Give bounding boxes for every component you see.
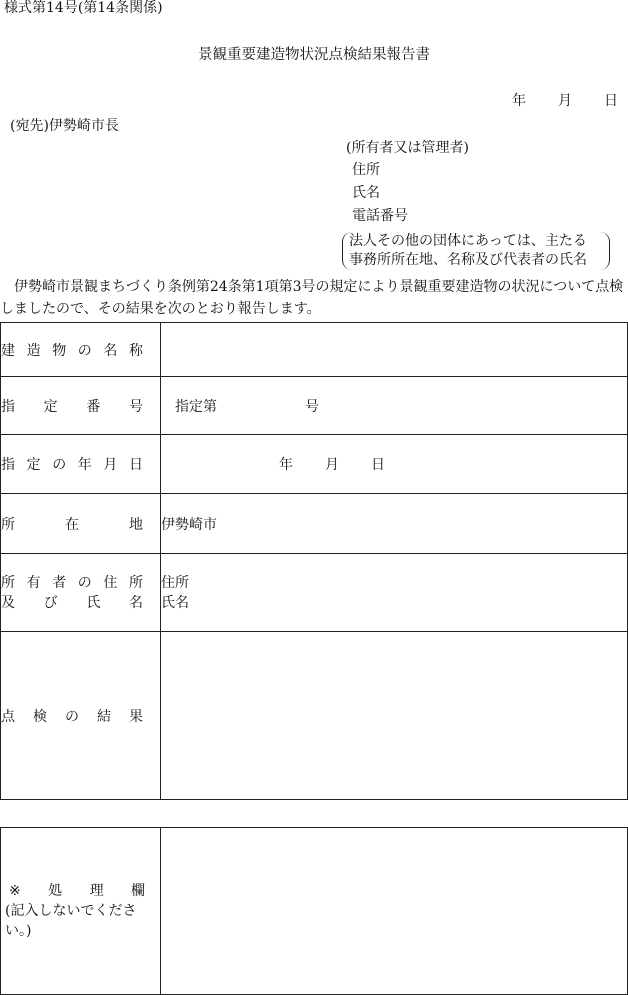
label-text [1, 396, 143, 416]
label-location [1, 494, 161, 554]
label-char: 名 [128, 594, 143, 611]
designation-date-field[interactable] [161, 435, 628, 494]
designation-number-field[interactable] [161, 377, 628, 435]
location-value: 伊勢崎市 [161, 516, 217, 533]
inspection-result-field[interactable] [161, 632, 628, 800]
processing-table [0, 827, 628, 995]
owner-heading: (所有者又は管理者) [346, 140, 469, 156]
label-char: 所 [1, 574, 15, 591]
form-number: 様式第14号(第14条関係) [4, 0, 163, 16]
label-char: 点 [1, 708, 15, 725]
owner-address-label: 住所 [352, 162, 380, 178]
label-char: 指 [1, 398, 15, 415]
label-text [1, 514, 143, 534]
label-char: 在 [65, 516, 79, 533]
location-field[interactable] [161, 494, 628, 554]
row-building-name [1, 323, 628, 377]
label-char: の [52, 457, 67, 473]
row-designation-date [1, 435, 628, 494]
label-char: 指 [1, 457, 15, 473]
label-char: 物 [52, 342, 67, 359]
label-designation-date [1, 435, 161, 494]
label-inspection-result [1, 632, 161, 800]
designation-prefix: 指定第 [175, 398, 217, 415]
date-year: 年 [512, 93, 526, 109]
corporation-note-line1: 法人その他の団体にあっては、主たる [349, 233, 587, 249]
label-char: 年 [77, 457, 92, 473]
label-processing [1, 828, 161, 995]
building-name-field[interactable] [161, 323, 628, 377]
label-char: 及 [1, 594, 15, 611]
addressee: (宛先)伊勢崎市長 [10, 118, 119, 134]
label-char: 欄 [131, 883, 145, 899]
label-char: ※ [9, 883, 21, 899]
corporation-note [342, 232, 610, 270]
label-char: び [43, 594, 58, 611]
label-text [1, 593, 143, 613]
row-inspection-result [1, 632, 628, 800]
label-char: 果 [129, 708, 143, 725]
label-char: 有 [26, 574, 41, 591]
label-char: 理 [89, 883, 104, 899]
designation-date-day: 日 [371, 457, 385, 473]
owner-name-value: 氏名 [161, 594, 189, 611]
label-text [1, 340, 143, 360]
label-char: 番 [86, 398, 101, 415]
label-char: 建 [1, 342, 15, 359]
label-char: 所 [1, 516, 15, 533]
label-char: 造 [26, 342, 41, 359]
label-char: 定 [26, 457, 41, 473]
label-char: 地 [129, 516, 143, 533]
document-title: 景観重要建造物状況点検結果報告書 [198, 47, 430, 63]
designation-date-year: 年 [279, 457, 293, 473]
processing-note: (記入しないでください。) [5, 903, 137, 939]
owner-phone-label: 電話番号 [352, 208, 408, 224]
label-char: 処 [48, 883, 63, 899]
processing-field [161, 828, 628, 995]
label-char: 者 [52, 574, 67, 591]
label-text [1, 454, 143, 474]
label-char: 検 [33, 708, 47, 725]
row-designation-number [1, 377, 628, 435]
corporation-note-line2: 事務所所在地、名称及び代表者の氏名 [349, 252, 587, 268]
designation-date-month: 月 [325, 457, 339, 473]
label-owner [1, 554, 161, 632]
row-location [1, 494, 628, 554]
label-text [1, 706, 143, 726]
label-building-name [1, 323, 161, 377]
row-owner [1, 554, 628, 632]
label-designation-number [1, 377, 161, 435]
row-processing [1, 828, 628, 995]
label-char: の [77, 574, 92, 591]
label-char: 所 [128, 574, 143, 591]
label-char: の [77, 342, 92, 359]
intro-text: 伊勢崎市景観まちづくり条例第24条第1項第3号の規定により景観重要建造物の状況について点検しましたので、その結果を次のとおり報告します。 [0, 279, 624, 317]
label-char: 月 [103, 457, 118, 473]
inspection-table [0, 322, 628, 800]
label-char: 称 [128, 342, 143, 359]
owner-name-label: 氏名 [352, 185, 380, 201]
label-char: 結 [97, 708, 111, 725]
label-text [9, 881, 145, 901]
label-char: 定 [43, 398, 58, 415]
designation-suffix: 号 [305, 398, 319, 415]
label-char: の [65, 708, 79, 725]
label-char: 氏 [86, 594, 101, 611]
date-month: 月 [558, 93, 572, 109]
date-day: 日 [604, 93, 618, 109]
label-char: 名 [103, 342, 118, 359]
report-date [512, 93, 618, 110]
label-char: 号 [128, 398, 143, 415]
owner-field[interactable] [161, 554, 628, 632]
label-text [1, 573, 143, 593]
label-char: 日 [128, 457, 143, 473]
label-char: 住 [103, 574, 118, 591]
owner-address-value: 住所 [161, 574, 189, 591]
